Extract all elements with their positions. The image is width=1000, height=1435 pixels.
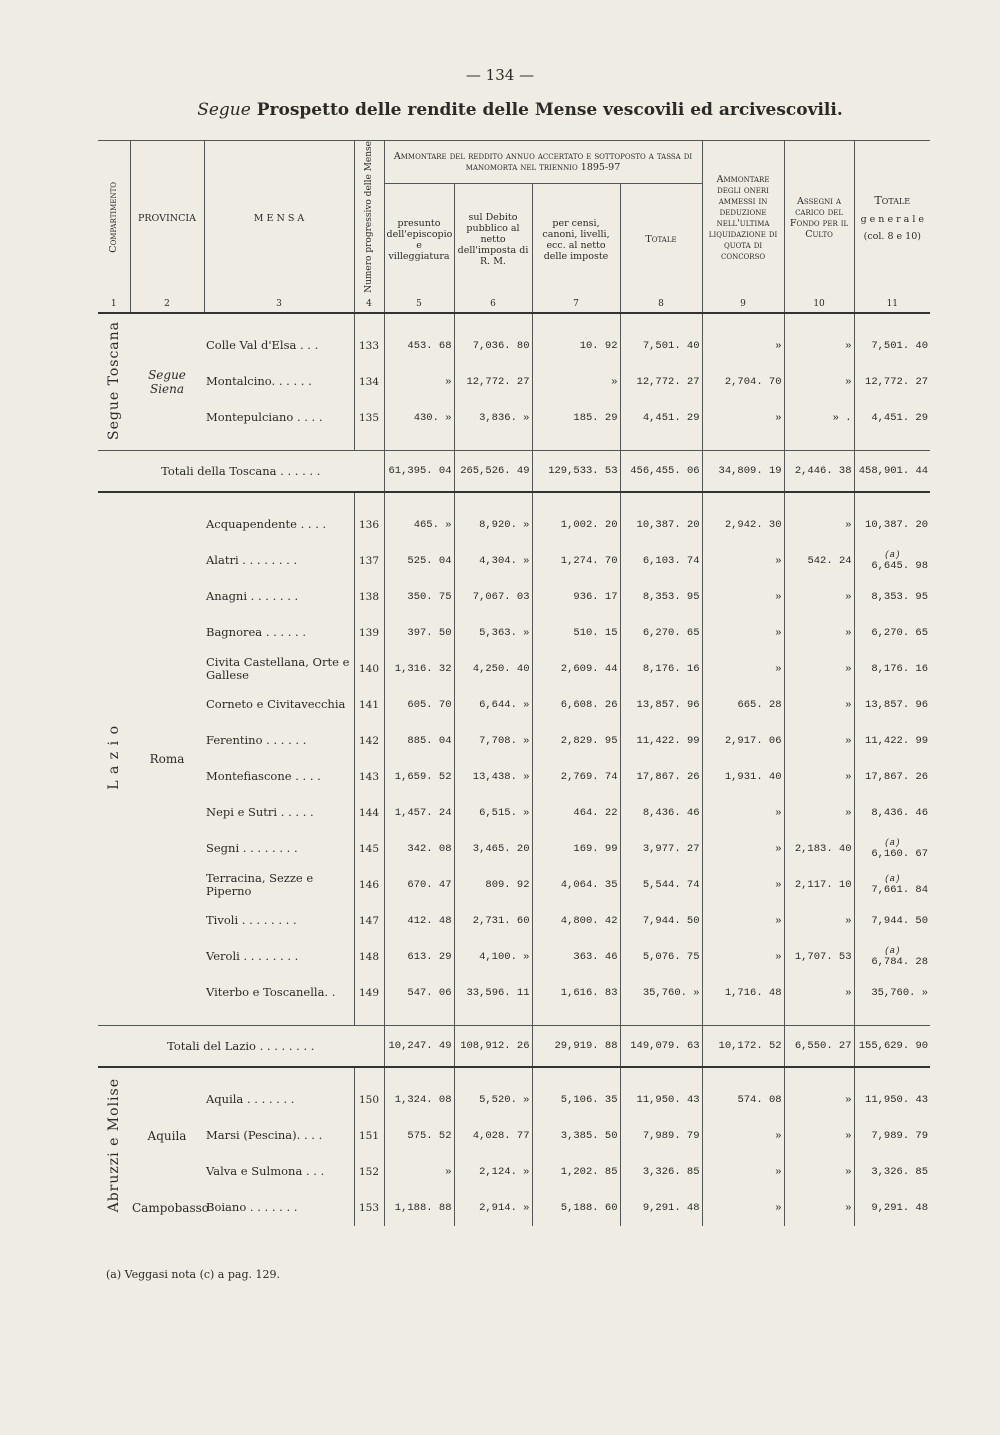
table-row xyxy=(98,364,930,400)
col11-value: (a) 6,645. 98 xyxy=(854,543,930,579)
col-number: 11 xyxy=(854,296,930,313)
col6-value: 7,708. » xyxy=(454,723,532,759)
mensa-number: 143 xyxy=(354,759,384,795)
spacer-row xyxy=(98,1011,930,1026)
col-number: 6 xyxy=(454,296,532,313)
header-assegni: Assegni a carico del Fondo per il Culto xyxy=(784,141,854,296)
col7-value: 2,609. 44 xyxy=(532,651,620,687)
col7-value: 2,829. 95 xyxy=(532,723,620,759)
col8-value: 11,422. 99 xyxy=(620,723,702,759)
title-prefix: Segue xyxy=(197,100,251,120)
col6-value: 4,100. » xyxy=(454,939,532,975)
col7-value: 5,188. 60 xyxy=(532,1190,620,1226)
col5-value: 547. 06 xyxy=(384,975,454,1011)
col9-value: 1,931. 40 xyxy=(702,759,784,795)
col11-value: 12,772. 27 xyxy=(854,364,930,400)
mensa-number: 153 xyxy=(354,1190,384,1226)
title-text: Prospetto delle rendite delle Mense vescovili ed arcivescovili. xyxy=(256,100,843,120)
mensa-number: 140 xyxy=(354,651,384,687)
col7-value: » xyxy=(532,364,620,400)
table-row xyxy=(98,1190,930,1226)
col6-value: 2,731. 60 xyxy=(454,903,532,939)
col6-value: 2,124. » xyxy=(454,1154,532,1190)
total-col11: 155,629. 90 xyxy=(854,1025,930,1067)
header-oneri: Ammontare degli oneri ammessi in deduzione nell'ultima liquidazione di quota di concorso xyxy=(702,141,784,296)
total-col10: 2,446. 38 xyxy=(784,450,854,492)
col10-value: » xyxy=(784,1154,854,1190)
mensa-name: Boiano . . . . . . . xyxy=(206,1200,298,1215)
col-number: 8 xyxy=(620,296,702,313)
total-col6: 265,526. 49 xyxy=(454,450,532,492)
col9-value: » xyxy=(702,328,784,364)
header-ammontare-reddito: Ammontare del reddito annuo accertato e sottoposto a tassa di manomorta nel triennio 1895-97 xyxy=(384,141,702,184)
mensa-name: Anagni . . . . . . . xyxy=(206,589,299,604)
col9-value: » xyxy=(702,579,784,615)
col10-value: » xyxy=(784,975,854,1011)
col11-value: 4,451. 29 xyxy=(854,400,930,436)
col11-value: 6,270. 65 xyxy=(854,615,930,651)
col11-value: 10,387. 20 xyxy=(854,507,930,543)
col-number: 2 xyxy=(130,296,204,313)
header-totale-generale: Totale g e n e r a l e (col. 8 e 10) xyxy=(854,141,930,296)
mensa-name: Segni . . . . . . . . xyxy=(206,841,298,856)
col7-value: 5,106. 35 xyxy=(532,1082,620,1118)
col10-value: 542. 24 xyxy=(784,543,854,579)
table-row xyxy=(98,903,930,939)
mensa-number: 150 xyxy=(354,1082,384,1118)
col7-value: 3,385. 50 xyxy=(532,1118,620,1154)
col5-value: 525. 04 xyxy=(384,543,454,579)
col11-value: 17,867. 26 xyxy=(854,759,930,795)
col-number: 5 xyxy=(384,296,454,313)
col5-value: 430. » xyxy=(384,400,454,436)
header-mensa: M E N S A xyxy=(204,141,354,296)
total-col7: 29,919. 88 xyxy=(532,1025,620,1067)
header-compartimento: Compartimento xyxy=(108,181,120,253)
total-label: Totali della Toscana . . . . . . xyxy=(98,450,384,492)
col-number: 10 xyxy=(784,296,854,313)
col9-value: » xyxy=(702,867,784,903)
col8-value: 8,176. 16 xyxy=(620,651,702,687)
col6-value: 13,438. » xyxy=(454,759,532,795)
table-row xyxy=(98,1118,930,1154)
col9-value: » xyxy=(702,831,784,867)
mensa-number: 151 xyxy=(354,1118,384,1154)
col6-value: 4,250. 40 xyxy=(454,651,532,687)
col5-value: 397. 50 xyxy=(384,615,454,651)
mensa-name: Veroli . . . . . . . . xyxy=(206,949,299,964)
col8-value: 3,326. 85 xyxy=(620,1154,702,1190)
col11-value: 9,291. 48 xyxy=(854,1190,930,1226)
col5-value: 453. 68 xyxy=(384,328,454,364)
spacer-row xyxy=(98,492,930,507)
col10-value: 2,183. 40 xyxy=(784,831,854,867)
col11-value: (a) 6,160. 67 xyxy=(854,831,930,867)
col10-value: » xyxy=(784,651,854,687)
col9-value: » xyxy=(702,1154,784,1190)
col9-value: 574. 08 xyxy=(702,1082,784,1118)
col-number: 1 xyxy=(98,296,130,313)
col8-value: 7,989. 79 xyxy=(620,1118,702,1154)
col10-value: 2,117. 10 xyxy=(784,867,854,903)
table-row xyxy=(98,543,930,579)
mensa-number: 152 xyxy=(354,1154,384,1190)
col10-value: » xyxy=(784,1190,854,1226)
col5-value: 605. 70 xyxy=(384,687,454,723)
col6-value: 3,465. 20 xyxy=(454,831,532,867)
col8-value: 35,760. » xyxy=(620,975,702,1011)
mensa-name: Ferentino . . . . . . xyxy=(206,733,307,748)
col7-value: 6,608. 26 xyxy=(532,687,620,723)
mensa-number: 136 xyxy=(354,507,384,543)
header-col6: sul Debito pubblico al netto dell'imposta di R. M. xyxy=(454,184,532,296)
col11-value: 7,501. 40 xyxy=(854,328,930,364)
col6-value: 6,515. » xyxy=(454,795,532,831)
table-row xyxy=(98,1082,930,1118)
header-row-1 xyxy=(98,141,930,184)
mensa-name: Terracina, Sezze e Piperno xyxy=(206,870,314,898)
col7-value: 936. 17 xyxy=(532,579,620,615)
table-row xyxy=(98,651,930,687)
col8-value: 17,867. 26 xyxy=(620,759,702,795)
col11-value: (a) 7,661. 84 xyxy=(854,867,930,903)
mensa-number: 134 xyxy=(354,364,384,400)
mensa-number: 137 xyxy=(354,543,384,579)
col8-value: 5,544. 74 xyxy=(620,867,702,903)
rendite-table xyxy=(98,140,930,1226)
col6-value: 6,644. » xyxy=(454,687,532,723)
mensa-number: 147 xyxy=(354,903,384,939)
col6-value: 8,920. » xyxy=(454,507,532,543)
col9-value: 665. 28 xyxy=(702,687,784,723)
header-provincia: PROVINCIA xyxy=(130,141,204,296)
header-col7: per censi, canoni, livelli, ecc. al netto delle imposte xyxy=(532,184,620,296)
col-number: 9 xyxy=(702,296,784,313)
total-label: Totali del Lazio . . . . . . . . xyxy=(98,1025,384,1067)
compartimento-lazio: L a z i o xyxy=(106,724,122,790)
col9-value: 2,942. 30 xyxy=(702,507,784,543)
col8-value: 12,772. 27 xyxy=(620,364,702,400)
col7-value: 1,202. 85 xyxy=(532,1154,620,1190)
total-row-lazio xyxy=(98,1025,930,1067)
col5-value: 412. 48 xyxy=(384,903,454,939)
page-title xyxy=(0,100,1000,120)
col6-value: 7,067. 03 xyxy=(454,579,532,615)
col6-value: 2,914. » xyxy=(454,1190,532,1226)
col9-value: 1,716. 48 xyxy=(702,975,784,1011)
col5-value: 1,188. 88 xyxy=(384,1190,454,1226)
col9-value: » xyxy=(702,903,784,939)
mensa-number: 138 xyxy=(354,579,384,615)
col11-value: 35,760. » xyxy=(854,975,930,1011)
table-row xyxy=(98,400,930,436)
table-row xyxy=(98,831,930,867)
col7-value: 1,616. 83 xyxy=(532,975,620,1011)
col5-value: 885. 04 xyxy=(384,723,454,759)
col5-value: 1,457. 24 xyxy=(384,795,454,831)
col9-value: 2,704. 70 xyxy=(702,364,784,400)
provincia-aquila: Aquila xyxy=(147,1128,187,1143)
col8-value: 3,977. 27 xyxy=(620,831,702,867)
mensa-name: Acquapendente . . . . xyxy=(206,517,327,532)
col6-value: 809. 92 xyxy=(454,867,532,903)
col10-value: » xyxy=(784,759,854,795)
col5-value: 1,324. 08 xyxy=(384,1082,454,1118)
header-col8: Totale xyxy=(620,184,702,296)
col8-value: 10,387. 20 xyxy=(620,507,702,543)
provincia-campobasso: Campobasso xyxy=(132,1200,209,1215)
col8-value: 13,857. 96 xyxy=(620,687,702,723)
table-row xyxy=(98,867,930,903)
col10-value: » xyxy=(784,328,854,364)
col11-value: 3,326. 85 xyxy=(854,1154,930,1190)
col8-value: 8,436. 46 xyxy=(620,795,702,831)
col9-value: » xyxy=(702,543,784,579)
total-col11: 458,901. 44 xyxy=(854,450,930,492)
col9-value: » xyxy=(702,795,784,831)
col8-value: 7,944. 50 xyxy=(620,903,702,939)
col8-value: 6,103. 74 xyxy=(620,543,702,579)
col11-value: 11,422. 99 xyxy=(854,723,930,759)
col-number: 4 xyxy=(354,296,384,313)
col7-value: 4,064. 35 xyxy=(532,867,620,903)
col9-value: » xyxy=(702,615,784,651)
mensa-number: 149 xyxy=(354,975,384,1011)
col6-value: 12,772. 27 xyxy=(454,364,532,400)
mensa-name: Valva e Sulmona . . . xyxy=(206,1164,325,1179)
table-row xyxy=(98,579,930,615)
col11-value: 8,353. 95 xyxy=(854,579,930,615)
col5-value: 350. 75 xyxy=(384,579,454,615)
col11-value: 13,857. 96 xyxy=(854,687,930,723)
col9-value: » xyxy=(702,651,784,687)
col8-value: 5,076. 75 xyxy=(620,939,702,975)
total-col8: 456,455. 06 xyxy=(620,450,702,492)
col5-value: 670. 47 xyxy=(384,867,454,903)
col6-value: 7,036. 80 xyxy=(454,328,532,364)
col5-value: 575. 52 xyxy=(384,1118,454,1154)
header-numero: Numero progressivo delle Mense xyxy=(354,141,384,296)
total-col5: 10,247. 49 xyxy=(384,1025,454,1067)
col6-value: 33,596. 11 xyxy=(454,975,532,1011)
spacer-row xyxy=(98,313,930,328)
provincia-siena: Segue Siena xyxy=(148,367,186,396)
col10-value: » xyxy=(784,795,854,831)
col10-value: » xyxy=(784,364,854,400)
mensa-name: Bagnorea . . . . . . xyxy=(206,625,307,640)
col10-value: » xyxy=(784,903,854,939)
mensa-name: Corneto e Civitavecchia xyxy=(206,697,346,712)
table-row xyxy=(98,939,930,975)
col5-value: 1,316. 32 xyxy=(384,651,454,687)
col9-value: 2,917. 06 xyxy=(702,723,784,759)
col7-value: 363. 46 xyxy=(532,939,620,975)
col10-value: » xyxy=(784,615,854,651)
col5-value: 1,659. 52 xyxy=(384,759,454,795)
col11-value: 7,989. 79 xyxy=(854,1118,930,1154)
col8-value: 8,353. 95 xyxy=(620,579,702,615)
col5-value: » xyxy=(384,1154,454,1190)
mensa-number: 139 xyxy=(354,615,384,651)
col7-value: 464. 22 xyxy=(532,795,620,831)
total-col6: 108,912. 26 xyxy=(454,1025,532,1067)
provincia-roma: Roma xyxy=(149,751,185,766)
mensa-name: Tivoli . . . . . . . . xyxy=(206,913,297,928)
col8-value: 4,451. 29 xyxy=(620,400,702,436)
col5-value: 465. » xyxy=(384,507,454,543)
mensa-number: 146 xyxy=(354,867,384,903)
col8-value: 6,270. 65 xyxy=(620,615,702,651)
mensa-number: 142 xyxy=(354,723,384,759)
col10-value: » xyxy=(784,507,854,543)
col7-value: 169. 99 xyxy=(532,831,620,867)
mensa-name: Colle Val d'Elsa . . . xyxy=(206,338,319,353)
col6-value: 4,028. 77 xyxy=(454,1118,532,1154)
col10-value: 1,707. 53 xyxy=(784,939,854,975)
col11-value: 7,944. 50 xyxy=(854,903,930,939)
col5-value: » xyxy=(384,364,454,400)
table-row xyxy=(98,723,930,759)
col7-value: 10. 92 xyxy=(532,328,620,364)
col11-value: (a) 6,784. 28 xyxy=(854,939,930,975)
col8-value: 9,291. 48 xyxy=(620,1190,702,1226)
total-col5: 61,395. 04 xyxy=(384,450,454,492)
mensa-name: Montepulciano . . . . xyxy=(206,410,323,425)
col7-value: 4,800. 42 xyxy=(532,903,620,939)
total-col7: 129,533. 53 xyxy=(532,450,620,492)
compartimento-abruzzi: Abruzzi e Molise xyxy=(106,1078,122,1213)
col8-value: 11,950. 43 xyxy=(620,1082,702,1118)
mensa-name: Alatri . . . . . . . . xyxy=(206,553,298,568)
col9-value: » xyxy=(702,939,784,975)
col6-value: 3,836. » xyxy=(454,400,532,436)
mensa-number: 144 xyxy=(354,795,384,831)
col5-value: 613. 29 xyxy=(384,939,454,975)
table-row xyxy=(98,1154,930,1190)
col10-value: » xyxy=(784,687,854,723)
col11-value: 8,176. 16 xyxy=(854,651,930,687)
spacer-row xyxy=(98,436,930,451)
table-row xyxy=(98,615,930,651)
mensa-name: Nepi e Sutri . . . . . xyxy=(206,805,314,820)
table-row xyxy=(98,795,930,831)
col7-value: 510. 15 xyxy=(532,615,620,651)
col8-value: 7,501. 40 xyxy=(620,328,702,364)
table-row xyxy=(98,687,930,723)
col9-value: » xyxy=(702,400,784,436)
col-number: 3 xyxy=(204,296,354,313)
mensa-number: 141 xyxy=(354,687,384,723)
col6-value: 4,304. » xyxy=(454,543,532,579)
compartimento-toscana: Segue Toscana xyxy=(106,320,122,440)
col9-value: » xyxy=(702,1118,784,1154)
table-row xyxy=(98,507,930,543)
footnote: (a) Veggasi nota (c) a pag. 129. xyxy=(106,1268,280,1281)
mensa-name: Marsi (Pescina). . . . xyxy=(206,1128,323,1143)
col10-value: » . xyxy=(784,400,854,436)
mensa-number: 145 xyxy=(354,831,384,867)
table-row xyxy=(98,975,930,1011)
mensa-number: 135 xyxy=(354,400,384,436)
col9-value: » xyxy=(702,1190,784,1226)
col11-value: 8,436. 46 xyxy=(854,795,930,831)
col5-value: 342. 08 xyxy=(384,831,454,867)
mensa-name: Viterbo e Toscanella. . xyxy=(206,985,336,1000)
table-row xyxy=(98,328,930,364)
column-numbers-row xyxy=(98,296,930,313)
mensa-name: Montefiascone . . . . xyxy=(206,769,321,784)
spacer-row xyxy=(98,1067,930,1082)
col-number: 7 xyxy=(532,296,620,313)
total-col9: 34,809. 19 xyxy=(702,450,784,492)
col11-value: 11,950. 43 xyxy=(854,1082,930,1118)
mensa-number: 133 xyxy=(354,328,384,364)
total-col9: 10,172. 52 xyxy=(702,1025,784,1067)
col10-value: » xyxy=(784,579,854,615)
col10-value: » xyxy=(784,1118,854,1154)
col7-value: 1,002. 20 xyxy=(532,507,620,543)
col7-value: 2,769. 74 xyxy=(532,759,620,795)
total-col8: 149,079. 63 xyxy=(620,1025,702,1067)
header-col5: presunto dell'episcopio e villeggiatura xyxy=(384,184,454,296)
mensa-number: 148 xyxy=(354,939,384,975)
col6-value: 5,520. » xyxy=(454,1082,532,1118)
mensa-name: Aquila . . . . . . . xyxy=(206,1092,295,1107)
col10-value: » xyxy=(784,1082,854,1118)
total-col10: 6,550. 27 xyxy=(784,1025,854,1067)
col7-value: 185. 29 xyxy=(532,400,620,436)
col10-value: » xyxy=(784,723,854,759)
mensa-name: Montalcino. . . . . . xyxy=(206,374,312,389)
mensa-name: Civita Castellana, Orte e Gallese xyxy=(206,654,350,682)
total-row-toscana xyxy=(98,450,930,492)
col7-value: 1,274. 70 xyxy=(532,543,620,579)
table-row xyxy=(98,759,930,795)
col6-value: 5,363. » xyxy=(454,615,532,651)
page-number: — 134 — xyxy=(465,66,535,84)
